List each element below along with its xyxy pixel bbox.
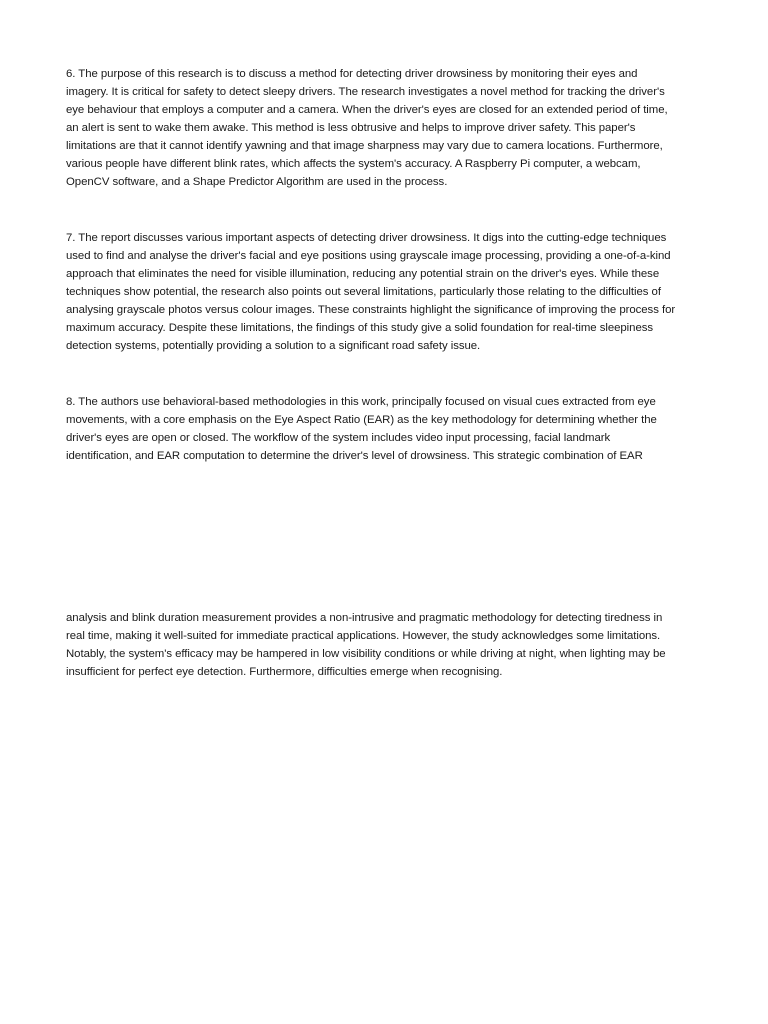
text-line: imagery. It is critical for safety to detect sleepy drivers. The research investigates a novel method for tracking the driver's: [66, 86, 665, 98]
text-line: limitations are that it cannot identify yawning and that image sharpness may vary due to camera locations. Furthermore,: [66, 140, 663, 152]
paragraph-7: [66, 229, 706, 355]
text-line: detection systems, potentially providing a solution to a significant road safety issue.: [66, 340, 481, 352]
text-line: identification, and EAR computation to determine the driver's level of drowsiness. This strategic combination of EAR: [66, 450, 643, 462]
paragraph-8-part-2: [66, 609, 706, 681]
text-line: OpenCV software, and a Shape Predictor Algorithm are used in the process.: [66, 176, 448, 188]
text-line: approach that eliminates the need for visible illumination, reducing any potential strain on the driver's eyes. While these: [66, 268, 660, 280]
text-line: an alert is sent to wake them awake. This method is less obtrusive and helps to improve driver safety. This paper's: [66, 122, 636, 134]
text-line: movements, with a core emphasis on the Eye Aspect Ratio (EAR) as the key methodology for determining whether the: [66, 414, 657, 426]
text-line: analysis and blink duration measurement provides a non-intrusive and pragmatic methodology for detecting tiredness in: [66, 612, 663, 624]
text-line: 7. The report discusses various important aspects of detecting driver drowsiness. It digs into the cutting-edge techniques: [66, 232, 667, 244]
text-line: eye behaviour that employs a computer and a camera. When the driver's eyes are closed for an extended period of time,: [66, 104, 668, 116]
paragraph-8-part-1: [66, 393, 706, 465]
text-line: driver's eyes are open or closed. The workflow of the system includes video input processing, facial landmark: [66, 432, 611, 444]
text-line: Notably, the system's efficacy may be hampered in low visibility conditions or while driving at night, when lighting may be: [66, 648, 666, 660]
text-line: insufficient for perfect eye detection. Furthermore, difficulties emerge when recognising.: [66, 666, 503, 678]
text-line: various people have different blink rates, which affects the system's accuracy. A Raspberry Pi computer, a webcam,: [66, 158, 641, 170]
text-line: used to find and analyse the driver's facial and eye positions using grayscale image processing, providing a one-of-a-kind: [66, 250, 671, 262]
paragraph-6: [66, 65, 706, 191]
text-line: analysing grayscale photos versus colour images. These constraints highlight the significance of improving the process for: [66, 304, 676, 316]
text-line: 8. The authors use behavioral-based methodologies in this work, principally focused on visual cues extracted from eye: [66, 396, 656, 408]
text-line: 6. The purpose of this research is to discuss a method for detecting driver drowsiness by monitoring their eyes and: [66, 68, 638, 80]
text-line: real time, making it well-suited for immediate practical applications. However, the study acknowledges some limitations.: [66, 630, 661, 642]
text-line: maximum accuracy. Despite these limitations, the findings of this study give a solid foundation for real-time sleepiness: [66, 322, 654, 334]
text-line: techniques show potential, the research also points out several limitations, particularly those relating to the difficulties of: [66, 286, 661, 298]
